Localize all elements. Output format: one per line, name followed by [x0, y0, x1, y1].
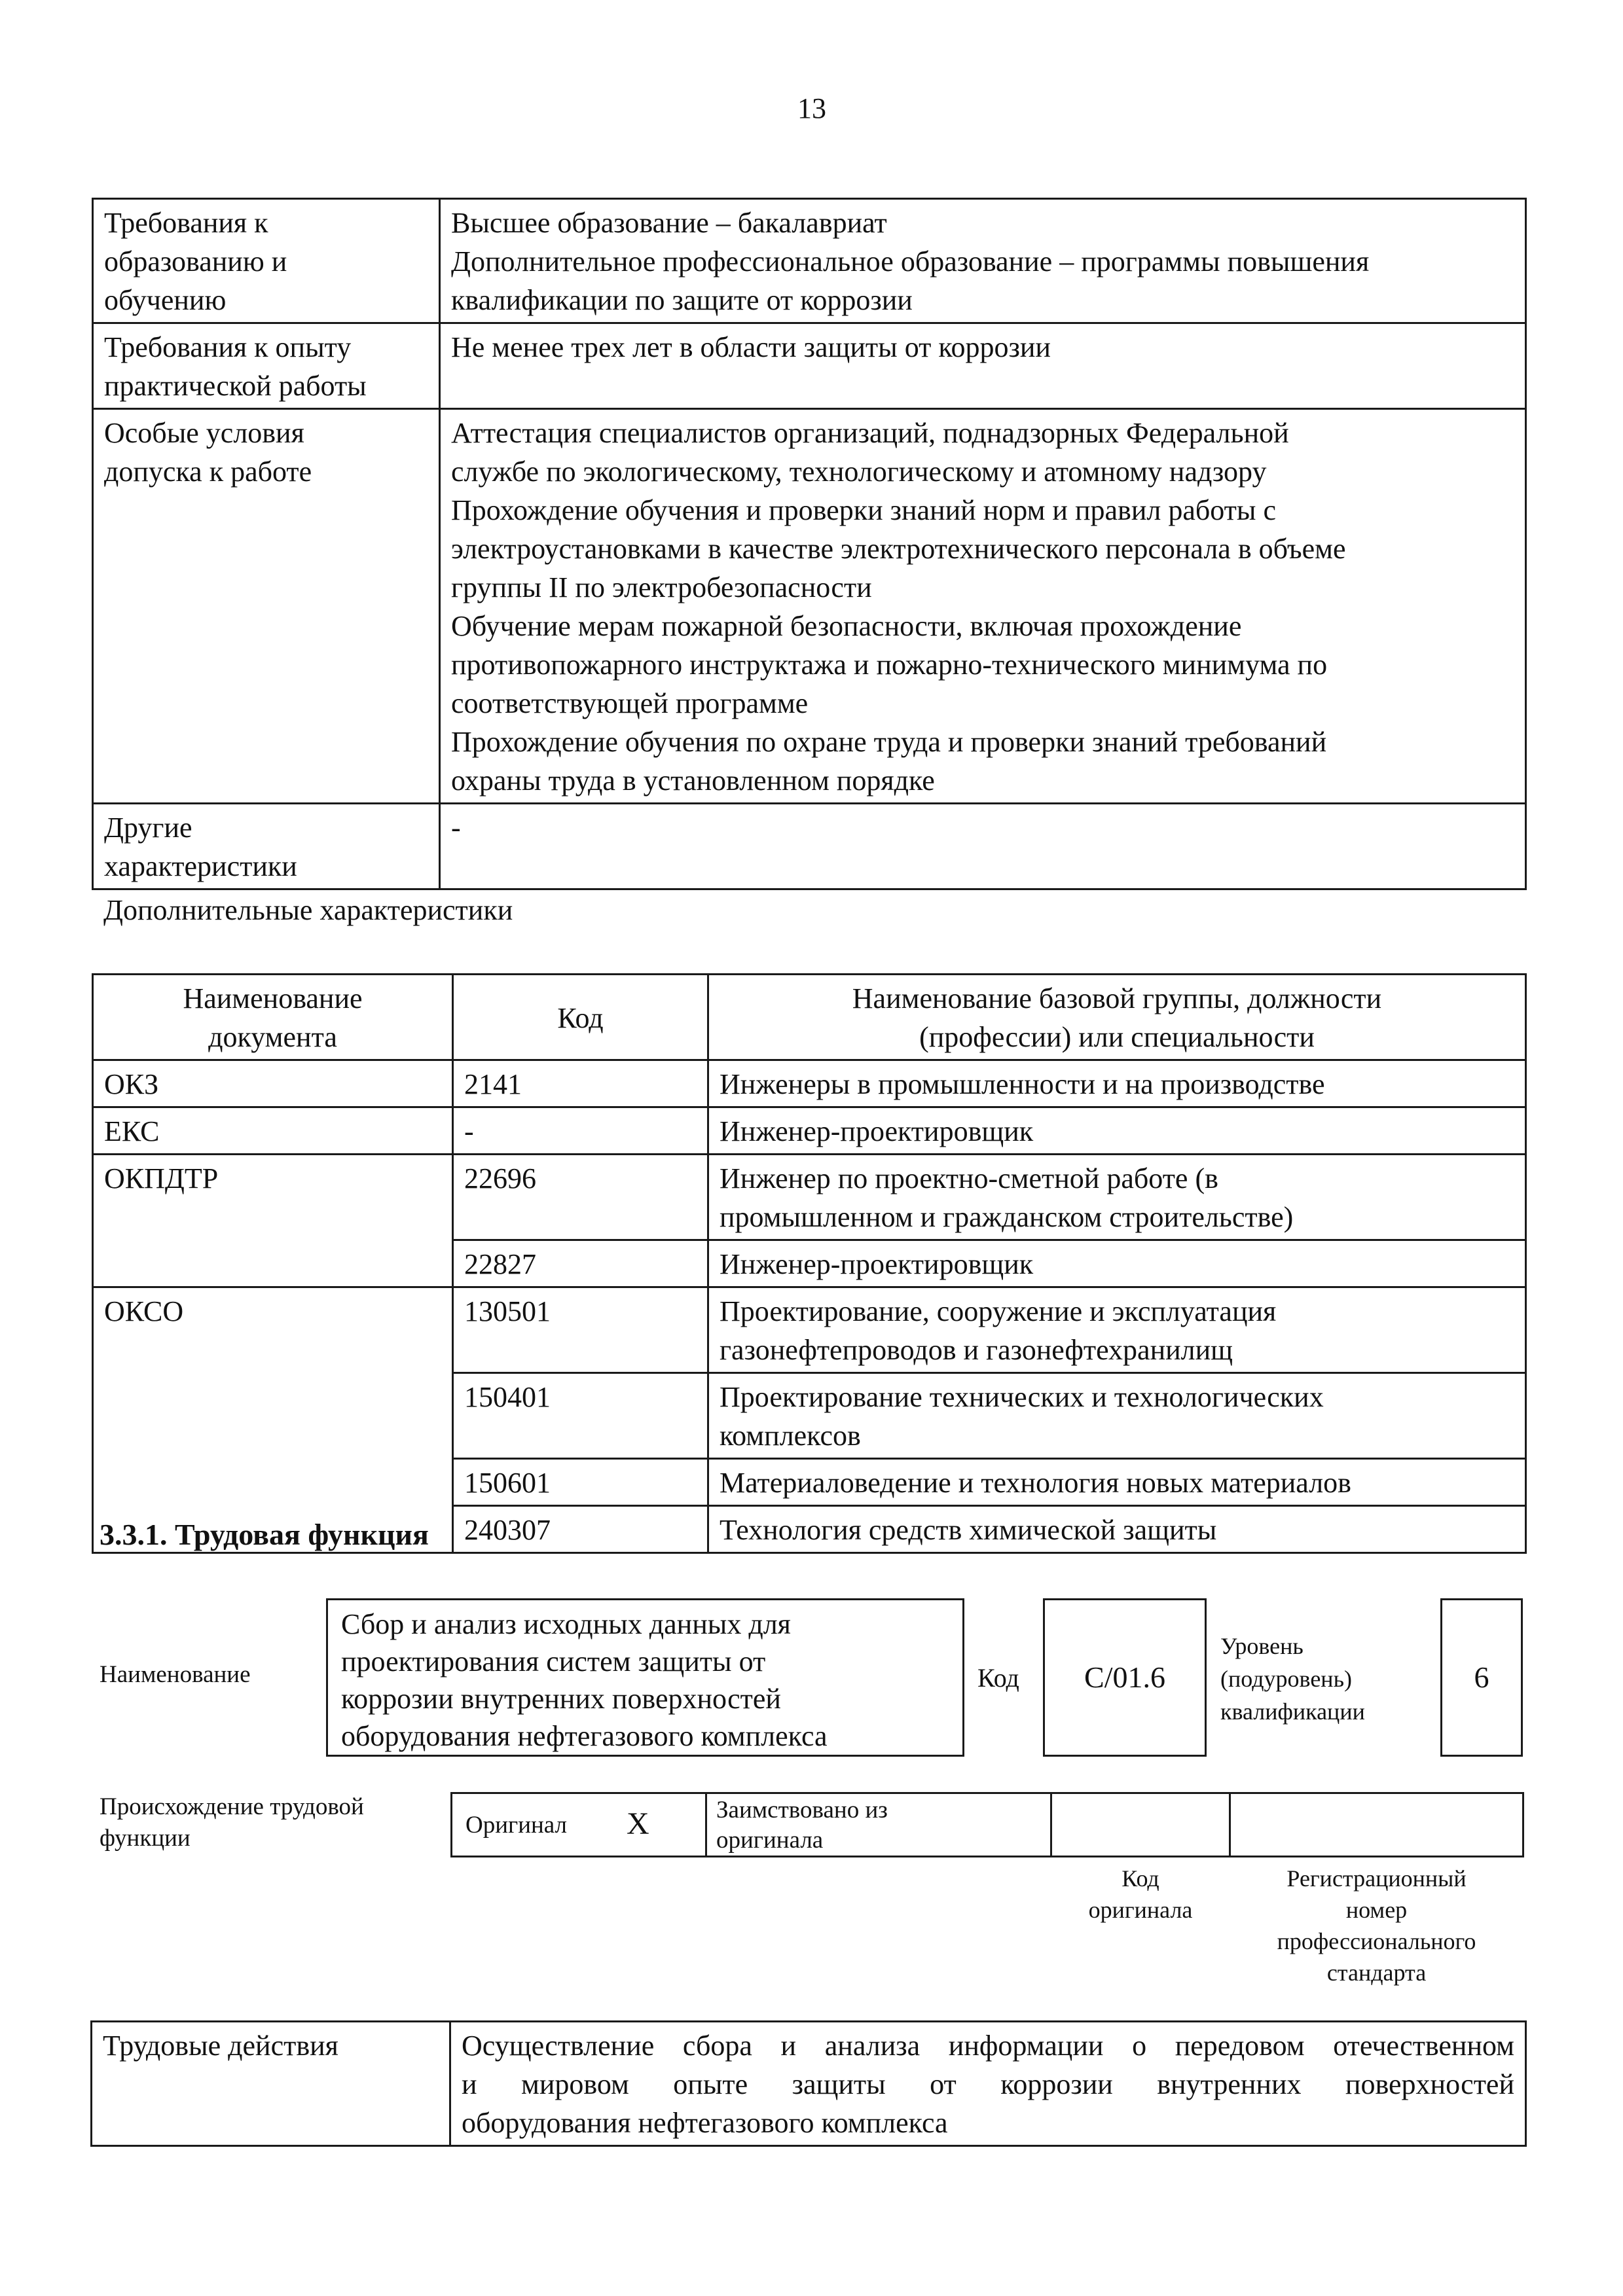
- requirement-label: Требования к образованию и обучению: [93, 199, 440, 323]
- name-cell: Технология средств химической защиты: [708, 1506, 1526, 1553]
- name-cell: Проектирование технических и технологических комплексов: [708, 1373, 1526, 1459]
- requirement-label: Другие характеристики: [93, 804, 440, 889]
- origin-original-mark: X: [627, 1806, 649, 1841]
- name-cell: Проектирование, сооружение и эксплуатация газонефтепроводов и газонефтехранилищ: [708, 1287, 1526, 1373]
- function-code-box: C/01.6: [1043, 1598, 1207, 1757]
- header-code: Код: [453, 975, 708, 1060]
- code-cell: 2141: [453, 1060, 708, 1107]
- labor-actions-text: Осуществление сбора и анализа информации о передовом отечественном и мировом опыте защиты от коррозии внутренних поверхностей оборудования нефтегазового комплекса: [450, 2022, 1526, 2146]
- origin-label: Происхождение трудовой функции: [100, 1793, 364, 1852]
- requirement-value: -: [440, 804, 1526, 889]
- labor-actions-label: Трудовые действия: [92, 2022, 450, 2146]
- additional-characteristics-table: [92, 973, 1527, 1554]
- code-cell: 150401: [453, 1373, 708, 1459]
- name-cell: Инженер по проектно-сметной работе (в промышленном и гражданском строительстве): [708, 1155, 1526, 1240]
- qualification-level-box: 6: [1440, 1598, 1523, 1757]
- requirement-label: Особые условия допуска к работе: [93, 409, 440, 804]
- table-row: [93, 1060, 1526, 1107]
- requirements-table: [92, 198, 1527, 890]
- function-code-label: Код: [977, 1663, 1019, 1693]
- section-title: 3.3.1. Трудовая функция: [100, 1518, 429, 1551]
- document-cell: ОКПДТР: [93, 1155, 453, 1287]
- qualification-level-label: Уровень (подуровень) квалификации: [1220, 1633, 1365, 1725]
- additional-characteristics-title: Дополнительные характеристики: [103, 894, 513, 926]
- function-name-box: Сбор и анализ исходных данных для проектирования систем защиты от коррозии внутренних поверхностей оборудования нефтегазового комплекса: [326, 1598, 964, 1757]
- document-cell: ОКЗ: [93, 1060, 453, 1107]
- code-cell: 240307: [453, 1506, 708, 1553]
- origin-code-caption: Код оригинала: [1088, 1865, 1193, 1923]
- labor-actions-table: [90, 2020, 1527, 2147]
- table-row: [93, 1107, 1526, 1155]
- name-cell: Инженер-проектировщик: [708, 1240, 1526, 1287]
- code-cell: 22827: [453, 1240, 708, 1287]
- code-cell: 150601: [453, 1459, 708, 1506]
- requirement-row: [93, 409, 1526, 804]
- function-name-label: Наименование: [100, 1661, 251, 1688]
- document-cell: ЕКС: [93, 1107, 453, 1155]
- table-row: [93, 1155, 1526, 1240]
- name-cell: Инженер-проектировщик: [708, 1107, 1526, 1155]
- requirement-row: [93, 199, 1526, 323]
- origin-registration-caption: Регистрационный номер профессионального стандарта: [1277, 1865, 1476, 1986]
- header-document: Наименование документа: [93, 975, 453, 1060]
- document-cell: ОКСО: [93, 1287, 453, 1553]
- origin-original-label: Оригинал: [465, 1812, 568, 1839]
- name-cell: Материаловедение и технология новых материалов: [708, 1459, 1526, 1506]
- requirement-row: [93, 323, 1526, 409]
- requirement-value: Аттестация специалистов организаций, поднадзорных Федеральной службе по экологическому, технологическому и атомному надзору Прохождение обучения и проверки знаний норм и правил работы с электроустановками в качестве электротехнического персонала в объеме группы II по электробезопасности Обучение мерам пожарной безопасности, включая прохождение противопожарного инструктажа и пожарно-технического минимума по соответствующей программе Прохождение обучения по охране труда и проверки знаний требований охраны труда в установленном порядке: [440, 409, 1526, 804]
- name-cell: Инженеры в промышленности и на производстве: [708, 1060, 1526, 1107]
- origin-registration-cell: [1229, 1792, 1524, 1857]
- origin-original-cell: [450, 1792, 707, 1857]
- header-name: Наименование базовой группы, должности (профессии) или специальности: [708, 975, 1526, 1060]
- origin-borrowed-cell: Заимствовано из оригинала: [705, 1792, 1052, 1857]
- table-row: [93, 1287, 1526, 1373]
- code-cell: 130501: [453, 1287, 708, 1373]
- origin-code-cell: [1050, 1792, 1231, 1857]
- code-cell: -: [453, 1107, 708, 1155]
- requirement-label: Требования к опыту практической работы: [93, 323, 440, 409]
- requirement-value: Не менее трех лет в области защиты от коррозии: [440, 323, 1526, 409]
- code-cell: 22696: [453, 1155, 708, 1240]
- requirement-value: Высшее образование – бакалавриат Дополнительное профессиональное образование – программы повышения квалификации по защите от коррозии: [440, 199, 1526, 323]
- page-number: 13: [797, 92, 826, 124]
- requirement-row: [93, 804, 1526, 889]
